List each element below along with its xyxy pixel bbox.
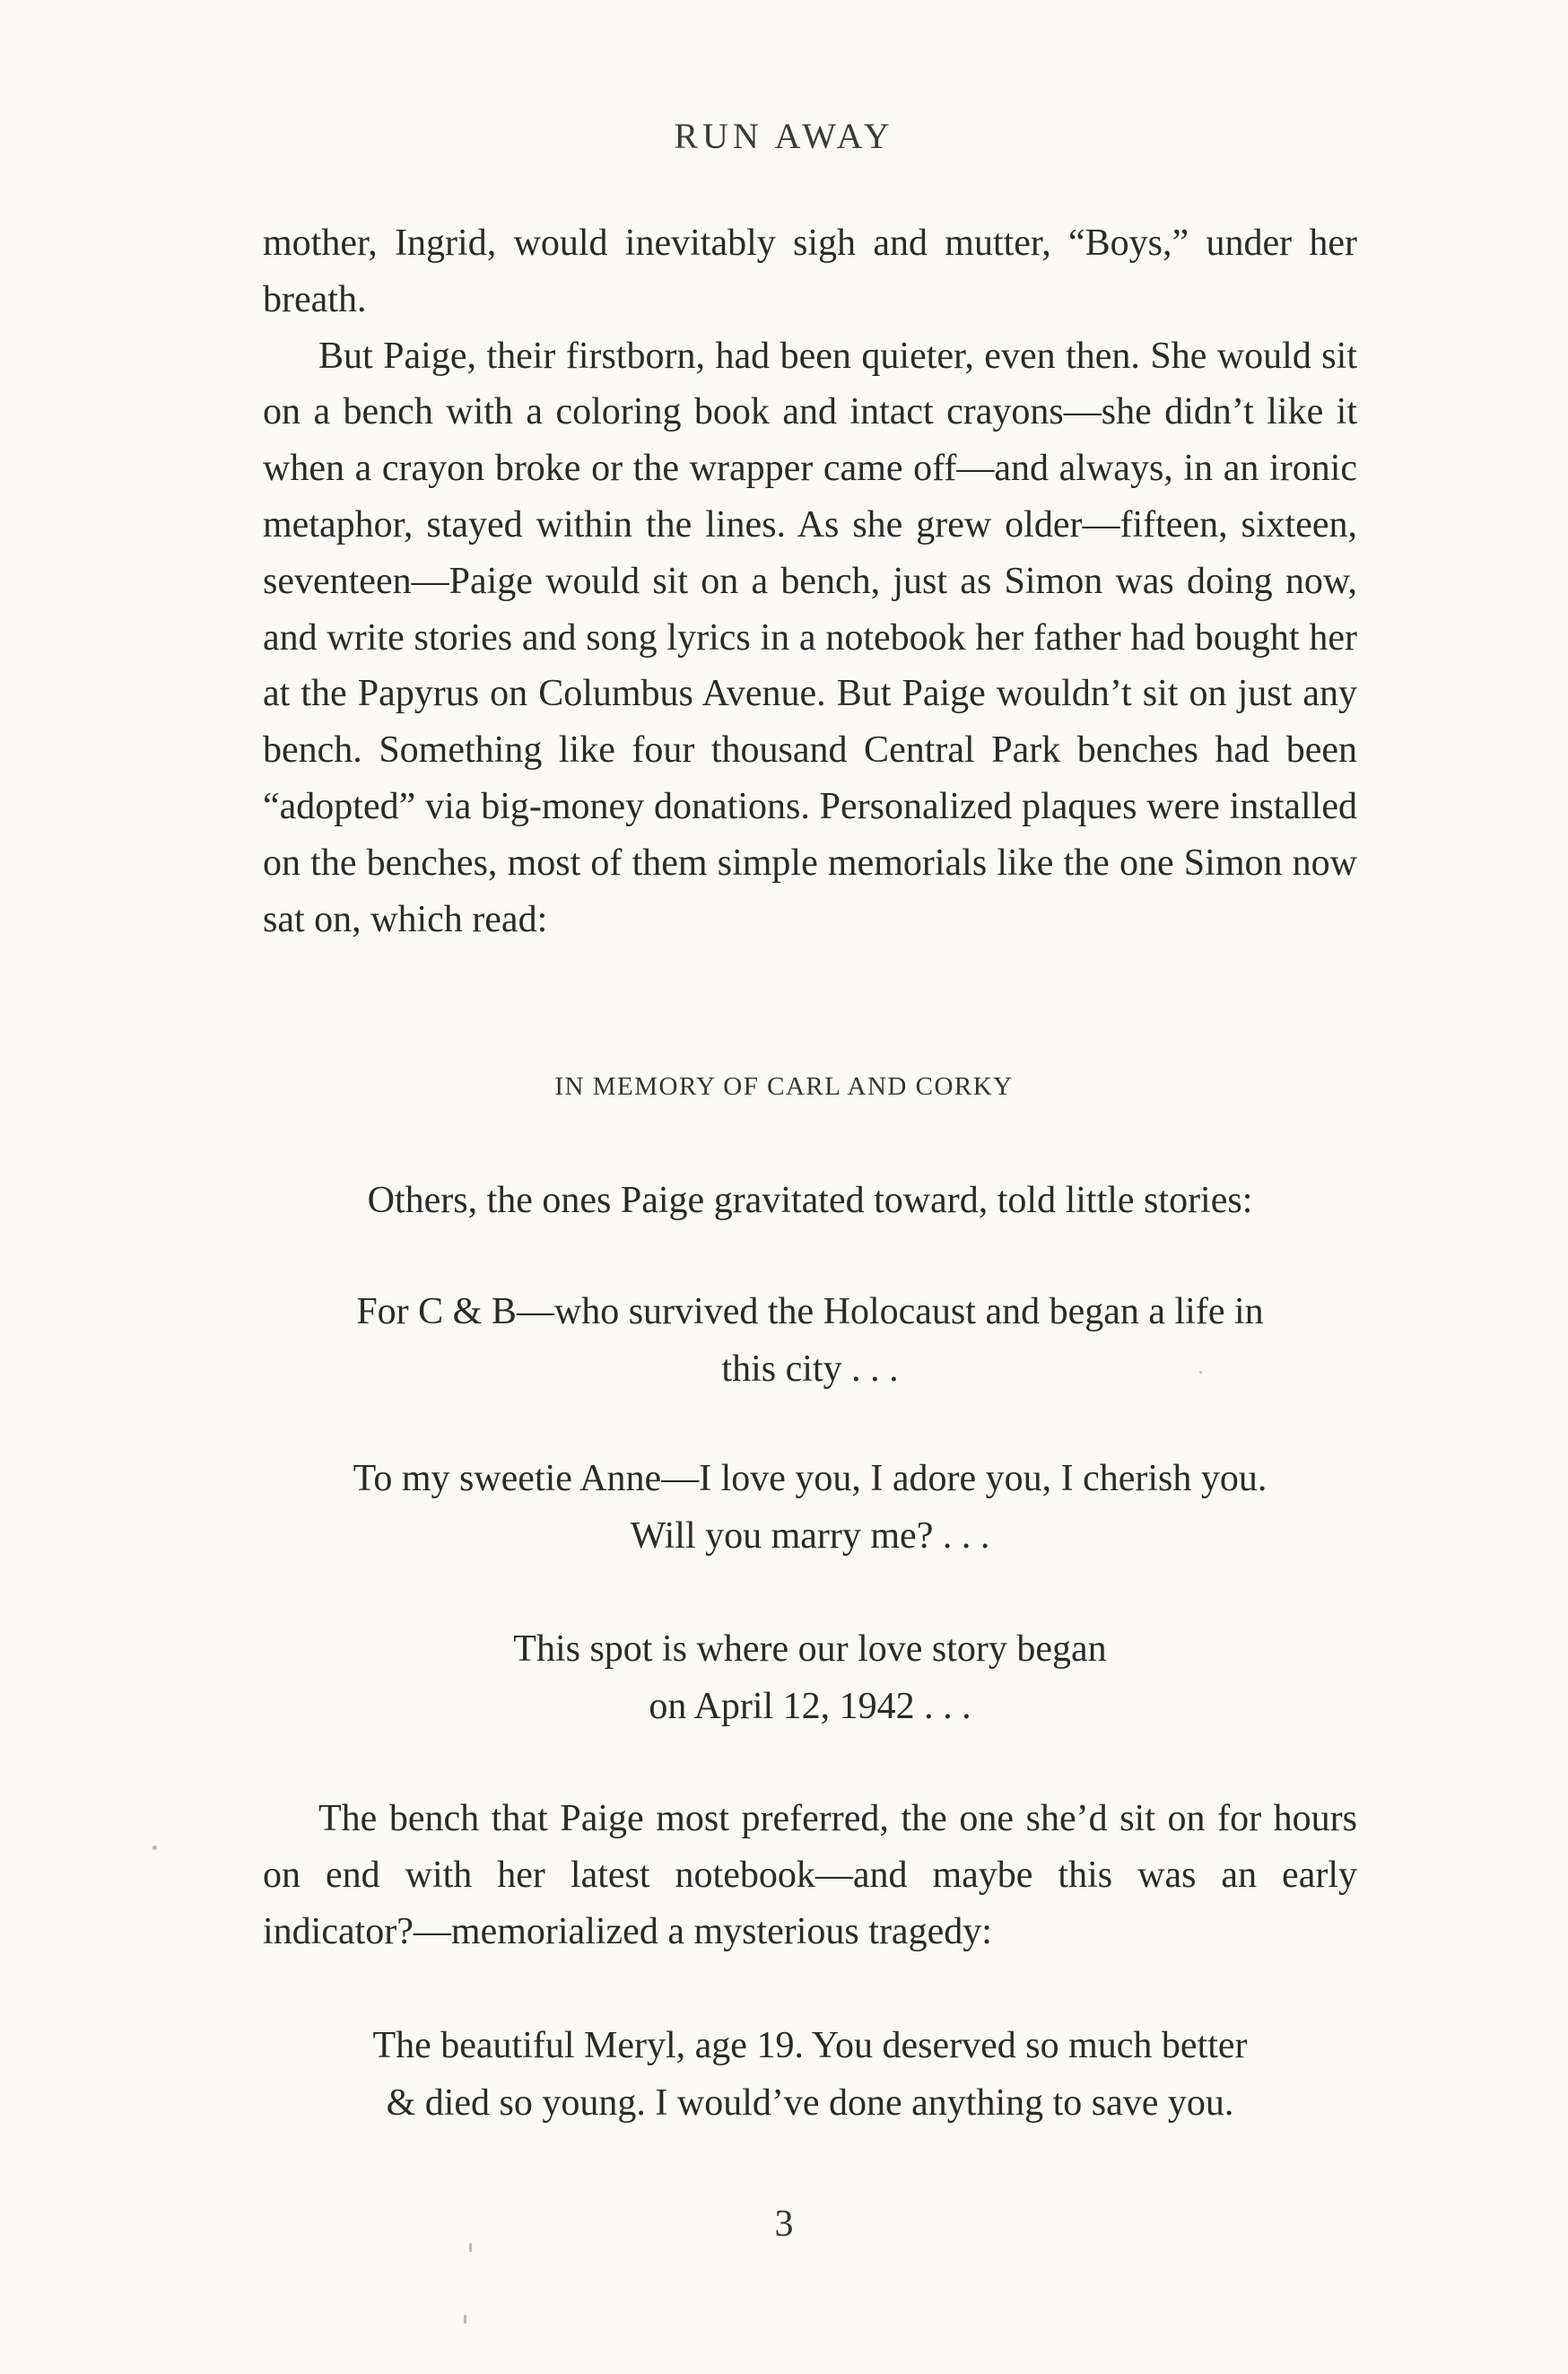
paragraph-continuation: mother, Ingrid, would inevitably sigh and mutter, “Boys,” under her breath. xyxy=(263,223,1357,320)
closing-text xyxy=(263,1791,1357,1960)
paper-speck xyxy=(1199,1371,1202,1374)
plaque-inscription-carl-corky: IN MEMORY OF CARL AND CORKY xyxy=(554,1072,1014,1101)
plaque-inscription-holocaust xyxy=(263,1283,1357,1398)
plaque-line: This spot is where our love story began xyxy=(513,1628,1107,1670)
running-head: RUN AWAY xyxy=(674,116,894,156)
plaque-line: The beautiful Meryl, age 19. You deserved so much better xyxy=(372,2025,1248,2066)
plaque-line: For C & B—who survived the Holocaust and began a life in xyxy=(356,1291,1264,1332)
plaque-line: this city . . . xyxy=(721,1348,899,1390)
opening-text xyxy=(263,215,1357,947)
plaque-line: Will you marry me? . . . xyxy=(630,1515,990,1557)
plaque-line: on April 12, 1942 . . . xyxy=(649,1686,971,1727)
paragraph-others-text: Others, the ones Paige gravitated toward, told little stories: xyxy=(367,1180,1253,1221)
plaque-line: & died so young. I would’ve done anything to save you. xyxy=(386,2082,1234,2124)
plaque-inscription-love-story xyxy=(263,1620,1357,1735)
plaque-line: To my sweetie Anne—I love you, I adore you, I cherish you. xyxy=(353,1458,1267,1499)
plaque-inscription-meryl xyxy=(263,2017,1357,2132)
paragraph-preferred-bench: The bench that Paige most preferred, the one she’d sit on for hours on end with her latest notebook—and maybe this was an early indicator?—memorialized a mysterious tragedy: xyxy=(263,1798,1357,1952)
plaque-inscription-anne xyxy=(263,1450,1357,1565)
paper-speck xyxy=(152,1846,157,1850)
paper-speck xyxy=(464,2315,466,2324)
paragraph-paige-bench: But Paige, their firstborn, had been quieter, even then. She would sit on a bench with a coloring book and intact crayons—she didn’t like it when a crayon broke or the wrapper came off—and always, in an ironic metaphor, stayed within the lines. As she grew older—fifteen, sixteen, seventeen—Paige would sit on a bench, just as Simon was doing now, and write stories and song lyrics in a notebook her father had bought her at the Papyrus on Columbus Avenue. But Paige wouldn’t sit on just any bench. Something like four thousand Central Park benches had been “adopted” via big-money donations. Personalized plaques were installed on the benches, most of them simple memorials like the one Simon now sat on, which read: xyxy=(263,335,1357,940)
paper-speck xyxy=(469,2243,472,2252)
paragraph-others xyxy=(263,1172,1357,1229)
page-number: 3 xyxy=(774,2204,794,2245)
